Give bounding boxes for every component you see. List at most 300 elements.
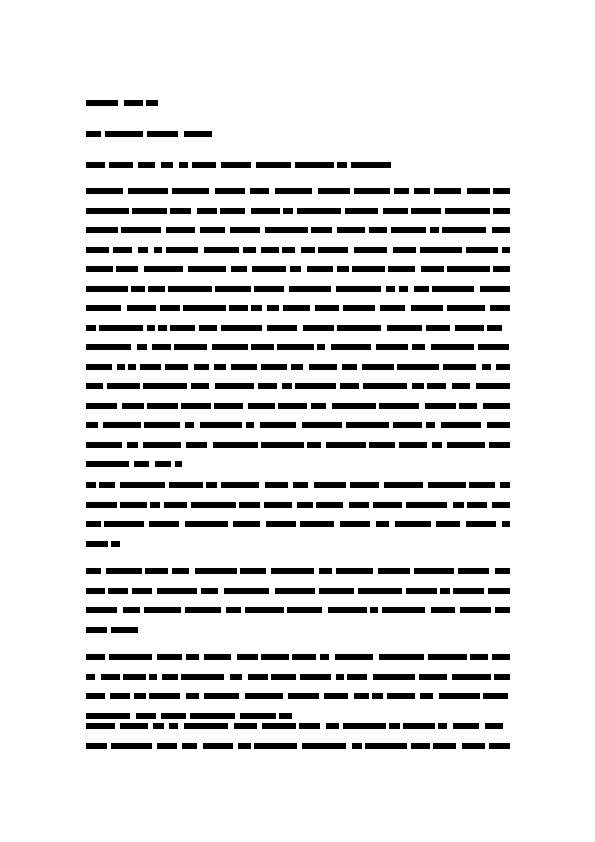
obscured-word (275, 188, 312, 194)
obscured-word (265, 227, 308, 233)
obscured-word (155, 461, 171, 467)
obscured-word (495, 568, 510, 574)
obscured-word (412, 383, 424, 389)
obscured-word (254, 743, 297, 749)
obscured-word (300, 521, 334, 527)
obscured-word (157, 588, 197, 594)
obscured-word (307, 266, 333, 272)
obscured-word (175, 461, 182, 467)
obscured-word (393, 422, 422, 428)
obscured-word (460, 607, 491, 613)
obscured-word (426, 422, 435, 428)
obscured-word (251, 344, 274, 350)
obscured-word (252, 266, 286, 272)
obscured-word (213, 442, 258, 448)
obscured-word (328, 607, 367, 613)
obscured-word (181, 403, 211, 409)
obscured-word (251, 305, 262, 311)
obscured-word (466, 521, 496, 527)
obscured-word (373, 674, 415, 680)
obscured-word (138, 162, 155, 168)
obscured-word (376, 344, 408, 350)
obscured-word (201, 588, 218, 594)
obscured-word (226, 607, 241, 613)
obscured-word (370, 607, 378, 613)
obscured-word (347, 674, 367, 680)
obscured-word (383, 208, 408, 214)
obscured-word (86, 723, 115, 729)
obscured-word (86, 162, 105, 168)
obscured-word (185, 422, 194, 428)
obscured-word (295, 383, 336, 389)
obscured-word (337, 162, 347, 168)
obscured-word (248, 674, 268, 680)
obscured-word (453, 723, 479, 729)
obscured-word (231, 266, 247, 272)
obscured-word (86, 482, 96, 488)
obscured-word (191, 502, 236, 508)
obscured-word (237, 654, 258, 660)
obscured-word (230, 674, 242, 680)
obscured-word (154, 247, 162, 253)
obscured-word (379, 403, 419, 409)
obscured-word (200, 422, 242, 428)
obscured-word (206, 482, 217, 488)
obscured-word (204, 693, 239, 699)
obscured-word (482, 364, 491, 370)
obscured-word (431, 607, 455, 613)
obscured-word (467, 502, 487, 508)
obscured-word (278, 403, 307, 409)
obscured-word (170, 208, 191, 214)
obscured-word (434, 188, 461, 194)
obscured-word (290, 266, 301, 272)
obscured-word (261, 654, 289, 660)
obscured-word (391, 227, 426, 233)
obscured-word (335, 654, 373, 660)
obscured-word (86, 208, 129, 214)
obscured-word (194, 364, 209, 370)
obscured-word (149, 521, 179, 527)
obscured-word (494, 674, 510, 680)
obscured-word (86, 131, 101, 137)
obscured-word (192, 162, 216, 168)
obscured-word (493, 208, 510, 214)
obscured-word (443, 364, 476, 370)
obscured-word (420, 247, 462, 253)
obscured-word (106, 568, 142, 574)
obscured-word (221, 325, 262, 331)
obscured-word (282, 247, 295, 253)
obscured-word (224, 588, 269, 594)
obscured-word (99, 325, 143, 331)
obscured-word (150, 502, 160, 508)
obscured-word (326, 442, 366, 448)
obscured-word (147, 403, 178, 409)
obscured-word (399, 442, 427, 448)
obscured-word (378, 568, 410, 574)
obscured-word (489, 743, 510, 749)
obscured-word (351, 162, 391, 168)
obscured-word (157, 743, 177, 749)
obscured-word (380, 305, 405, 311)
obscured-word (447, 442, 485, 448)
obscured-word (250, 188, 269, 194)
obscured-word (149, 674, 157, 680)
obscured-word (343, 723, 386, 729)
obscured-word (144, 266, 183, 272)
obscured-word (121, 227, 161, 233)
obscured-word (490, 305, 510, 311)
obscured-word (315, 305, 339, 311)
obscured-word (86, 364, 112, 370)
obscured-word (483, 403, 510, 409)
obscured-word (337, 325, 381, 331)
obscured-word (300, 674, 331, 680)
obscured-word (261, 247, 279, 253)
obscured-word (128, 188, 168, 194)
obscured-word (122, 403, 144, 409)
obscured-word (433, 743, 456, 749)
obscured-word (430, 227, 439, 233)
obscured-word (123, 674, 146, 680)
obscured-word (182, 743, 197, 749)
obscured-word (432, 286, 474, 292)
obscured-word (186, 654, 199, 660)
obscured-word (336, 674, 344, 680)
obscured-word (419, 674, 447, 680)
obscured-word (363, 383, 407, 389)
obscured-word (147, 325, 155, 331)
obscured-word (116, 266, 138, 272)
obscured-word (488, 588, 510, 594)
obscured-word (164, 502, 187, 508)
obscured-word (185, 521, 228, 527)
obscured-word (283, 208, 293, 214)
obscured-word (297, 502, 313, 508)
obscured-word (459, 403, 477, 409)
obscured-word (233, 521, 260, 527)
obscured-word (168, 286, 212, 292)
obscured-word (480, 286, 510, 292)
obscured-word (362, 364, 394, 370)
obscured-word (331, 344, 371, 350)
obscured-word (186, 442, 207, 448)
obscured-word (302, 743, 346, 749)
obscured-word (485, 723, 503, 729)
obscured-word (267, 325, 297, 331)
obscured-word (349, 502, 369, 508)
obscured-word (452, 383, 470, 389)
obscured-word (261, 442, 304, 448)
obscured-word (442, 227, 486, 233)
obscured-word (439, 693, 480, 699)
obscured-word (243, 247, 256, 253)
obscured-word (487, 422, 510, 428)
obscured-word (240, 713, 276, 719)
obscured-word (186, 693, 199, 699)
obscured-word (264, 502, 292, 508)
obscured-word (143, 383, 187, 389)
obscured-word (86, 674, 95, 680)
obscured-word (260, 422, 296, 428)
obscured-word (492, 227, 510, 233)
obscured-word (412, 344, 425, 350)
obscured-word (147, 131, 178, 137)
obscured-word (152, 344, 171, 350)
obscured-word (318, 247, 348, 253)
obscured-word (397, 364, 439, 370)
obscured-word (279, 713, 292, 719)
obscured-word (146, 100, 158, 106)
obscured-word (86, 541, 108, 547)
obscured-word (288, 693, 319, 699)
obscured-word (86, 568, 101, 574)
obscured-word (399, 286, 408, 292)
obscured-word (354, 247, 387, 253)
obscured-word (502, 247, 510, 253)
obscured-word (174, 344, 207, 350)
obscured-word (277, 344, 314, 350)
obscured-word (414, 188, 430, 194)
obscured-word (478, 344, 509, 350)
obscured-word (120, 482, 165, 488)
obscured-word (311, 227, 332, 233)
obscured-word (302, 422, 342, 428)
obscured-word (166, 227, 195, 233)
obscured-word (200, 227, 225, 233)
obscured-word (231, 364, 257, 370)
obscured-word (386, 286, 395, 292)
obscured-word (342, 364, 357, 370)
obscured-word (111, 743, 152, 749)
obscured-word (502, 521, 510, 527)
obscured-word (107, 383, 140, 389)
obscured-word (86, 305, 121, 311)
obscured-word (251, 208, 280, 214)
obscured-word (157, 654, 182, 660)
obscured-word (221, 162, 251, 168)
obscured-word (282, 383, 292, 389)
obscured-word (246, 422, 254, 428)
obscured-word (292, 654, 316, 660)
obscured-word (487, 325, 502, 331)
obscured-word (299, 723, 320, 729)
obscured-word (239, 502, 260, 508)
obscured-word (215, 286, 251, 292)
obscured-word (99, 482, 115, 488)
obscured-word (153, 723, 164, 729)
obscured-word (438, 723, 447, 729)
obscured-word (134, 461, 149, 467)
obscured-word (117, 364, 125, 370)
obscured-word (127, 442, 138, 448)
obscured-word (86, 713, 130, 719)
obscured-word (287, 607, 322, 613)
obscured-word (132, 208, 167, 214)
obscured-word (283, 305, 310, 311)
obscured-word (369, 442, 395, 448)
obscured-word (245, 607, 284, 613)
obscured-word (215, 188, 245, 194)
obscured-word (372, 693, 383, 699)
obscured-word (170, 325, 195, 331)
obscured-word (160, 305, 180, 311)
obscured-word (191, 383, 209, 389)
obscured-word (124, 100, 143, 106)
obscured-word (131, 286, 145, 292)
obscured-word (476, 383, 510, 389)
obscured-word (86, 100, 118, 106)
obscured-word (428, 482, 466, 488)
obscured-word (275, 588, 315, 594)
obscured-word (229, 305, 248, 311)
obscured-word (373, 502, 402, 508)
obscured-word (297, 208, 341, 214)
obscured-word (248, 403, 275, 409)
obscured-word (104, 521, 144, 527)
obscured-word (266, 521, 296, 527)
obscured-word (101, 674, 120, 680)
obscured-word (376, 521, 389, 527)
obscured-word (343, 305, 375, 311)
obscured-word (220, 208, 245, 214)
obscured-word (470, 654, 488, 660)
obscured-word (352, 743, 362, 749)
obscured-word (258, 383, 277, 389)
obscured-word (469, 482, 495, 488)
obscured-word (337, 266, 349, 272)
obscured-word (326, 723, 339, 729)
obscured-word (352, 266, 385, 272)
obscured-word (234, 723, 257, 729)
obscured-word (271, 674, 296, 680)
obscured-word (138, 247, 148, 253)
obscured-word (445, 208, 490, 214)
obscured-word (204, 247, 239, 253)
obscured-word (295, 162, 334, 168)
obscured-word (86, 607, 117, 613)
obscured-word (307, 442, 321, 448)
obscured-word (86, 461, 129, 467)
obscured-word (256, 162, 291, 168)
obscured-word (453, 588, 484, 594)
obscured-word (158, 325, 167, 331)
obscured-word (406, 588, 437, 594)
obscured-word (387, 693, 415, 699)
obscured-word (184, 131, 212, 137)
obscured-word (86, 422, 98, 428)
obscured-word (311, 403, 326, 409)
obscured-word (354, 693, 369, 699)
obscured-word (452, 674, 491, 680)
obscured-word (108, 588, 128, 594)
obscured-word (120, 723, 148, 729)
obscured-word (188, 266, 226, 272)
obscured-word (148, 286, 165, 292)
obscured-word (238, 743, 251, 749)
obscured-word (105, 131, 143, 137)
obscured-word (358, 588, 402, 594)
obscured-word (388, 266, 415, 272)
obscured-word (403, 723, 435, 729)
obscured-word (172, 568, 189, 574)
obscured-word (109, 654, 152, 660)
obscured-word (336, 286, 381, 292)
obscured-word (245, 693, 283, 699)
obscured-word (483, 693, 508, 699)
obscured-word (316, 502, 343, 508)
obscured-word (414, 286, 429, 292)
obscured-word (492, 502, 510, 508)
obscured-word (337, 227, 365, 233)
obscured-word (432, 442, 442, 448)
obscured-word (111, 627, 138, 633)
obscured-word (303, 325, 334, 331)
obscured-word (495, 607, 510, 613)
obscured-word (149, 693, 180, 699)
obscured-word (441, 422, 481, 428)
obscured-word (86, 266, 113, 272)
obscured-word (169, 723, 178, 729)
obscured-word (221, 482, 259, 488)
obscured-word (144, 422, 180, 428)
obscured-word (467, 188, 490, 194)
obscured-word (181, 674, 224, 680)
obscured-word (393, 247, 416, 253)
obscured-word (406, 502, 447, 508)
obscured-word (86, 743, 107, 749)
obscured-word (86, 247, 109, 253)
obscured-word (128, 364, 136, 370)
obscured-word (204, 654, 231, 660)
obscured-word (86, 383, 103, 389)
obscured-word (462, 743, 485, 749)
obscured-word (489, 442, 510, 448)
obscured-word (319, 568, 332, 574)
obscured-word (172, 188, 209, 194)
obscured-word (215, 383, 254, 389)
obscured-word (137, 344, 147, 350)
obscured-word (265, 482, 288, 488)
obscured-word (240, 568, 266, 574)
obscured-word (203, 743, 233, 749)
obscured-word (350, 482, 379, 488)
obscured-word (134, 693, 146, 699)
obscured-word (109, 162, 133, 168)
obscured-word (183, 305, 226, 311)
obscured-word (425, 403, 456, 409)
obscured-word (332, 403, 376, 409)
obscured-word (379, 654, 424, 660)
obscured-word (427, 383, 446, 389)
obscured-word (492, 654, 510, 660)
obscured-word (336, 568, 373, 574)
obscured-word (384, 482, 423, 488)
obscured-word (261, 364, 287, 370)
obscured-word (389, 723, 400, 729)
obscured-word (500, 482, 510, 488)
obscured-word (293, 482, 308, 488)
obscured-word (447, 305, 485, 311)
obscured-word (436, 521, 460, 527)
obscured-word (169, 482, 203, 488)
obscured-word (309, 364, 337, 370)
obscured-word (185, 607, 221, 613)
obscured-word (320, 654, 329, 660)
obscured-word (86, 654, 105, 660)
obscured-word (428, 654, 467, 660)
